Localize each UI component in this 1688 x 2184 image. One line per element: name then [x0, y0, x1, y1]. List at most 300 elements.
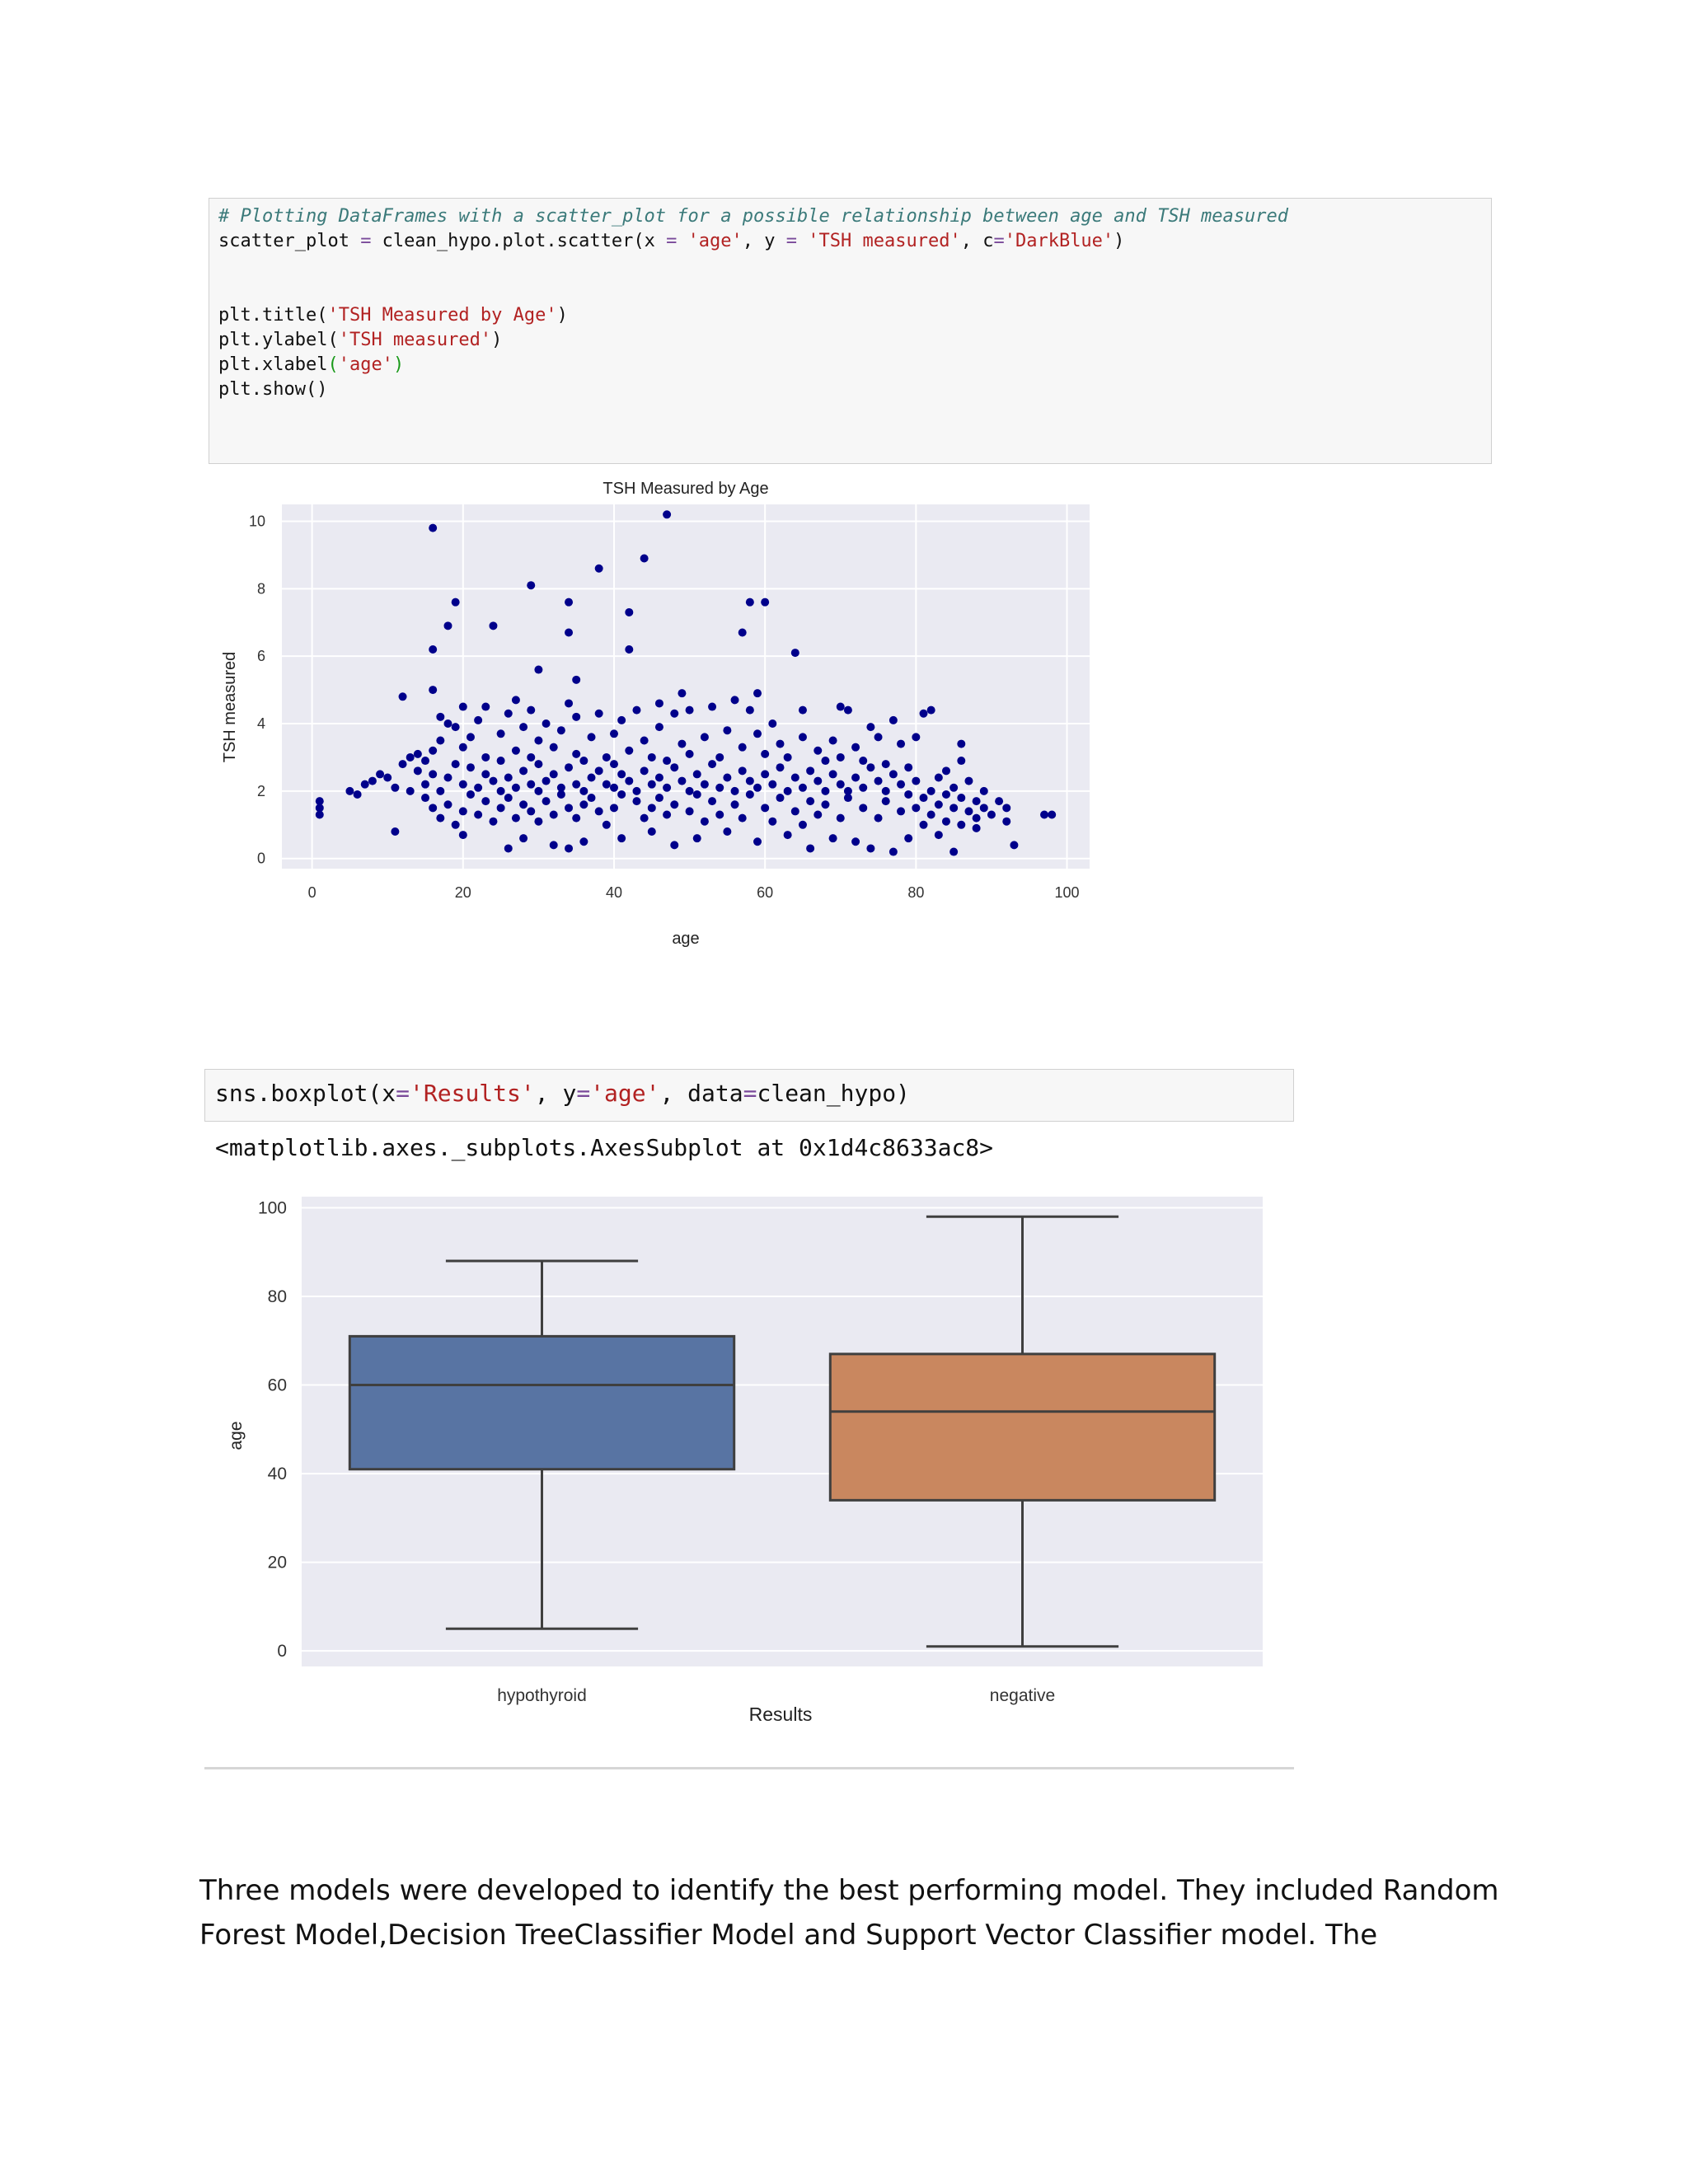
scatter-point [829, 770, 837, 778]
scatter-point [474, 716, 482, 724]
scatter-point [519, 723, 528, 731]
scatter-point [459, 831, 467, 839]
scatter-point [768, 818, 776, 826]
scatter-point [550, 770, 558, 778]
scatter-point [678, 777, 686, 785]
scatter-point [784, 753, 792, 762]
code-token: 'TSH Measured by Age' [327, 305, 557, 326]
scatter-point [799, 733, 807, 741]
scatter-point [436, 713, 444, 721]
scatter-point [814, 777, 822, 785]
code-token: , data [659, 1080, 743, 1107]
scatter-point [421, 794, 429, 802]
scatter-point [859, 804, 867, 812]
scatter-point [429, 747, 437, 755]
code-token: # Plotting DataFrames with a scatter_plot for a possible relationship between age and TSH measured [218, 206, 1289, 227]
y-tick-label: 8 [256, 580, 265, 598]
scatter-point [640, 554, 649, 562]
scatter-point [610, 784, 618, 792]
scatter-point [565, 629, 573, 637]
scatter-point [814, 747, 822, 755]
scatter-point [957, 794, 965, 802]
x-tick-label: 20 [454, 884, 471, 901]
scatter-point [784, 787, 792, 795]
scatter-point [368, 777, 377, 785]
code-token: 'age' [590, 1080, 660, 1107]
code-token: ) [556, 305, 568, 326]
scatter-point [678, 740, 686, 748]
scatter-point [436, 787, 444, 795]
scatter-point [791, 774, 799, 782]
scatter-point [995, 797, 1003, 805]
scatter-point [776, 763, 784, 771]
scatter-point [640, 766, 649, 775]
scatter-point [603, 821, 611, 829]
scatter-point [784, 831, 792, 839]
scatter-point [686, 706, 694, 715]
code-line [218, 379, 327, 400]
scatter-point [640, 736, 649, 744]
scatter-point [429, 645, 437, 654]
scatter-point [436, 814, 444, 823]
y-tick-label: 4 [256, 715, 265, 733]
scatter-point [708, 760, 716, 768]
scatter-point [912, 804, 920, 812]
scatter-point [481, 703, 490, 711]
box-hypothyroid [349, 1336, 734, 1469]
code-token: sns.boxplot(x [215, 1080, 396, 1107]
code-token: plt.ylabel( [218, 330, 339, 350]
scatter-point [625, 608, 633, 616]
scatter-point [595, 565, 603, 573]
body-paragraph [199, 1868, 1518, 1957]
scatter-point [474, 784, 482, 792]
scatter-point [927, 706, 935, 715]
scatter-point [980, 804, 988, 812]
scatter-point [625, 747, 633, 755]
scatter-point [731, 787, 739, 795]
scatter-point [550, 743, 558, 752]
scatter-point [761, 598, 769, 607]
x-tick-label: 80 [907, 884, 925, 901]
scatter-point [542, 797, 551, 805]
scatter-point [655, 794, 663, 802]
scatter-point [429, 524, 437, 532]
scatter-point [791, 807, 799, 815]
scatter-point [565, 598, 573, 607]
scatter-point [904, 790, 912, 799]
scatter-point [459, 807, 467, 815]
scatter-point [588, 733, 596, 741]
scatter-point [429, 686, 437, 694]
scatter-point [964, 777, 973, 785]
scatter-point [1010, 841, 1018, 849]
scatter-point [632, 797, 640, 805]
boxplot-chart [206, 1187, 1294, 1731]
scatter-point [738, 766, 747, 775]
scatter-point [345, 787, 354, 795]
code-token: clean_hypo.plot.scatter(x [371, 231, 667, 251]
scatter-point [481, 797, 490, 805]
scatter-point [504, 844, 513, 852]
scatter-point [572, 814, 580, 823]
scatter-point [421, 757, 429, 765]
scatter-point [655, 774, 663, 782]
scatter-point [579, 787, 588, 795]
scatter-point [572, 750, 580, 758]
scatter-point [942, 818, 950, 826]
code-token: ) [392, 354, 405, 375]
scatter-point [489, 621, 497, 630]
scatter-point [588, 794, 596, 802]
scatter-point [534, 760, 542, 768]
scatter-point [663, 784, 671, 792]
scatter-point [678, 689, 686, 697]
scatter-point [889, 716, 898, 724]
scatter-point [874, 814, 883, 823]
scatter-point [837, 753, 845, 762]
code-line [215, 1080, 910, 1107]
scatter-point [481, 770, 490, 778]
scatter-point [595, 710, 603, 718]
scatter-point [866, 723, 874, 731]
scatter-point [610, 804, 618, 812]
scatter-point [648, 827, 656, 836]
scatter-point [436, 736, 444, 744]
code-line [218, 354, 404, 375]
scatter-point [648, 804, 656, 812]
code-line [218, 231, 1124, 251]
scatter-point [383, 774, 392, 782]
scatter-point [391, 827, 399, 836]
scatter-point [565, 763, 573, 771]
scatter-point [866, 844, 874, 852]
scatter-point [429, 804, 437, 812]
scatter-point [746, 790, 754, 799]
scatter-point [753, 837, 762, 846]
code-token: 'age' [338, 354, 393, 375]
scatter-point [572, 780, 580, 789]
scatter-point [603, 753, 611, 762]
code-token: = [743, 1080, 757, 1107]
scatter-point [421, 780, 429, 789]
scatter-point [1002, 804, 1010, 812]
scatter-point [723, 827, 731, 836]
scatter-point [443, 774, 452, 782]
scatter-point [950, 784, 958, 792]
code-token: = [396, 1080, 410, 1107]
scatter-point [481, 753, 490, 762]
scatter-point [866, 763, 874, 771]
scatter-point [768, 719, 776, 728]
scatter-point [897, 740, 905, 748]
scatter-point [686, 807, 694, 815]
code-token: = [666, 231, 678, 251]
scatter-point [897, 807, 905, 815]
scatter-point [701, 818, 709, 826]
scatter-point [761, 804, 769, 812]
scatter-point [527, 780, 535, 789]
scatter-point [670, 800, 678, 808]
scatter-point [882, 760, 890, 768]
scatter-point [920, 710, 928, 718]
scatter-point [806, 766, 814, 775]
scatter-point [920, 821, 928, 829]
scatter-point [443, 800, 452, 808]
scatter-point [497, 787, 505, 795]
code-line [218, 305, 568, 326]
x-tick-label: hypothyroid [497, 1686, 587, 1705]
scatter-point [474, 811, 482, 819]
scatter-point [519, 834, 528, 842]
scatter-point [512, 814, 520, 823]
scatter-point [950, 848, 958, 856]
scatter-point [632, 706, 640, 715]
scatter-point [715, 811, 724, 819]
scatter-point [776, 740, 784, 748]
y-tick-label: 10 [248, 513, 265, 530]
scatter-point [617, 770, 626, 778]
scatter-point [701, 733, 709, 741]
scatter-point [617, 716, 626, 724]
scatter-point [844, 794, 852, 802]
scatter-point [882, 787, 890, 795]
code-token: scatter_plot [218, 231, 361, 251]
scatter-point [837, 780, 845, 789]
scatter-point [693, 834, 701, 842]
scatter-point [625, 777, 633, 785]
scatter-point [814, 811, 822, 819]
scatter-point [603, 780, 611, 789]
code-line [218, 206, 1288, 227]
y-tick-label: 6 [256, 648, 265, 665]
scatter-point [406, 753, 415, 762]
scatter-point [973, 797, 981, 805]
y-tick-label: 60 [267, 1376, 287, 1395]
scatter-point [459, 780, 467, 789]
scatter-point [443, 719, 452, 728]
scatter-point [579, 837, 588, 846]
scatter-point [414, 750, 422, 758]
scatter-point [595, 807, 603, 815]
y-tick-label: 80 [267, 1286, 287, 1306]
scatter-point [640, 814, 649, 823]
scatter-point [512, 696, 520, 704]
cell-output: <matplotlib.axes._subplots.AxesSubplot at 0x1d4c8633ac8> [215, 1134, 994, 1161]
scatter-point [655, 699, 663, 707]
scatter-point [452, 821, 460, 829]
scatter-point [579, 800, 588, 808]
scatter-point [1002, 818, 1010, 826]
scatter-point [964, 807, 973, 815]
scatter-point [579, 757, 588, 765]
scatter-point [723, 774, 731, 782]
scatter-point [459, 703, 467, 711]
scatter-point [897, 780, 905, 789]
scatter-point [821, 800, 829, 808]
scatter-point [851, 743, 860, 752]
code-token: plt.xlabel [218, 354, 328, 375]
code-token: clean_hypo) [757, 1080, 910, 1107]
scatter-point [632, 787, 640, 795]
scatter-point [610, 729, 618, 738]
code-token: 'age' [687, 231, 743, 251]
scatter-point [504, 794, 513, 802]
scatter-point [497, 757, 505, 765]
scatter-point [935, 774, 943, 782]
scatter-point [957, 740, 965, 748]
scatter-point [361, 780, 369, 789]
code-token: , y [742, 231, 786, 251]
chart-title: TSH Measured by Age [603, 480, 769, 498]
scatter-point [376, 770, 384, 778]
scatter-point [723, 726, 731, 734]
scatter-point [542, 777, 551, 785]
scatter-point [973, 814, 981, 823]
scatter-point [942, 790, 950, 799]
scatter-point [715, 784, 724, 792]
scatter-point [617, 834, 626, 842]
scatter-point [950, 804, 958, 812]
scatter-point [572, 713, 580, 721]
scatter-point [316, 797, 324, 805]
code-cell-boxplot[interactable] [204, 1069, 1294, 1122]
scatter-point [889, 770, 898, 778]
scatter-point [935, 800, 943, 808]
scatter-point [414, 766, 422, 775]
scatter-point [557, 790, 565, 799]
scatter-point [859, 757, 867, 765]
scatter-point [889, 848, 898, 856]
scatter-point [655, 723, 663, 731]
scatter-point [746, 777, 754, 785]
scatter-point [429, 770, 437, 778]
scatter-point [799, 784, 807, 792]
scatter-point [489, 777, 497, 785]
y-axis-label: TSH measured [221, 651, 239, 763]
scatter-point [663, 811, 671, 819]
code-token: = [576, 1080, 591, 1107]
scatter-point [957, 821, 965, 829]
scatter-point [534, 666, 542, 674]
scatter-point [519, 766, 528, 775]
code-token: ) [491, 330, 503, 350]
scatter-point [663, 510, 671, 518]
scatter-point [973, 824, 981, 832]
scatter-point [406, 787, 415, 795]
box-negative [830, 1354, 1214, 1500]
scatter-point [753, 689, 762, 697]
scatter-point [663, 757, 671, 765]
x-tick-label: 60 [757, 884, 774, 901]
code-token: 'TSH measured' [338, 330, 492, 350]
scatter-point [670, 710, 678, 718]
scatter-point [565, 844, 573, 852]
code-token: ( [327, 354, 339, 375]
scatter-point [746, 598, 754, 607]
x-axis-label: age [672, 930, 700, 948]
scatter-point [497, 729, 505, 738]
scatter-point [512, 747, 520, 755]
scatter-point [399, 760, 407, 768]
code-token: ) [1114, 231, 1125, 251]
scatter-point [738, 743, 747, 752]
scatter-point [761, 750, 769, 758]
y-tick-label: 100 [257, 1198, 287, 1218]
y-axis-label: age [227, 1421, 246, 1451]
scatter-point [806, 844, 814, 852]
code-token: 'DarkBlue' [1004, 231, 1114, 251]
scatter-point [572, 676, 580, 684]
scatter-point [851, 774, 860, 782]
scatter-point [686, 750, 694, 758]
scatter-point [565, 804, 573, 812]
code-token: = [360, 231, 372, 251]
scatter-point [519, 800, 528, 808]
scatter-point [761, 770, 769, 778]
scatter-point [497, 804, 505, 812]
scatter-point [987, 811, 996, 819]
scatter-point [459, 743, 467, 752]
scatter-point [550, 841, 558, 849]
scatter-point [617, 790, 626, 799]
scatter-point [957, 757, 965, 765]
scatter-point [625, 645, 633, 654]
scatter-point [693, 790, 701, 799]
scatter-point [799, 821, 807, 829]
scatter-point [904, 834, 912, 842]
scatter-point [935, 831, 943, 839]
scatter-point [708, 703, 716, 711]
scatter-point [693, 770, 701, 778]
scatter-point [648, 780, 656, 789]
scatter-point [980, 787, 988, 795]
scatter-point [686, 787, 694, 795]
scatter-point [927, 787, 935, 795]
x-tick-label: negative [989, 1686, 1056, 1705]
code-token: , c [960, 231, 994, 251]
y-tick-label: 0 [277, 1642, 287, 1661]
scatter-point [791, 649, 799, 657]
scatter-point [904, 763, 912, 771]
scatter-point [489, 818, 497, 826]
code-cell-scatter[interactable] [209, 198, 1492, 464]
scatter-point [399, 692, 407, 701]
x-tick-label: 0 [307, 884, 316, 901]
code-token: 'TSH measured' [808, 231, 961, 251]
scatter-point [467, 763, 475, 771]
scatter-point [467, 733, 475, 741]
scatter-point [738, 629, 747, 637]
scatter-point [799, 706, 807, 715]
code-token: = [785, 231, 798, 251]
scatter-point [837, 814, 845, 823]
scatter-point [806, 797, 814, 805]
scatter-point [527, 753, 535, 762]
scatter-point [874, 777, 883, 785]
scatter-point [874, 733, 883, 741]
scatter-point [550, 811, 558, 819]
scatter-point [534, 818, 542, 826]
paragraph-line-2: Forest Model,Decision TreeClassifier Model and Support Vector Classifier model. The [199, 1919, 1378, 1952]
scatter-point [452, 723, 460, 731]
scatter-point [648, 753, 656, 762]
scatter-point [701, 780, 709, 789]
scatter-point [738, 814, 747, 823]
scatter-point [927, 811, 935, 819]
scatter-point [452, 760, 460, 768]
scatter-point [534, 787, 542, 795]
